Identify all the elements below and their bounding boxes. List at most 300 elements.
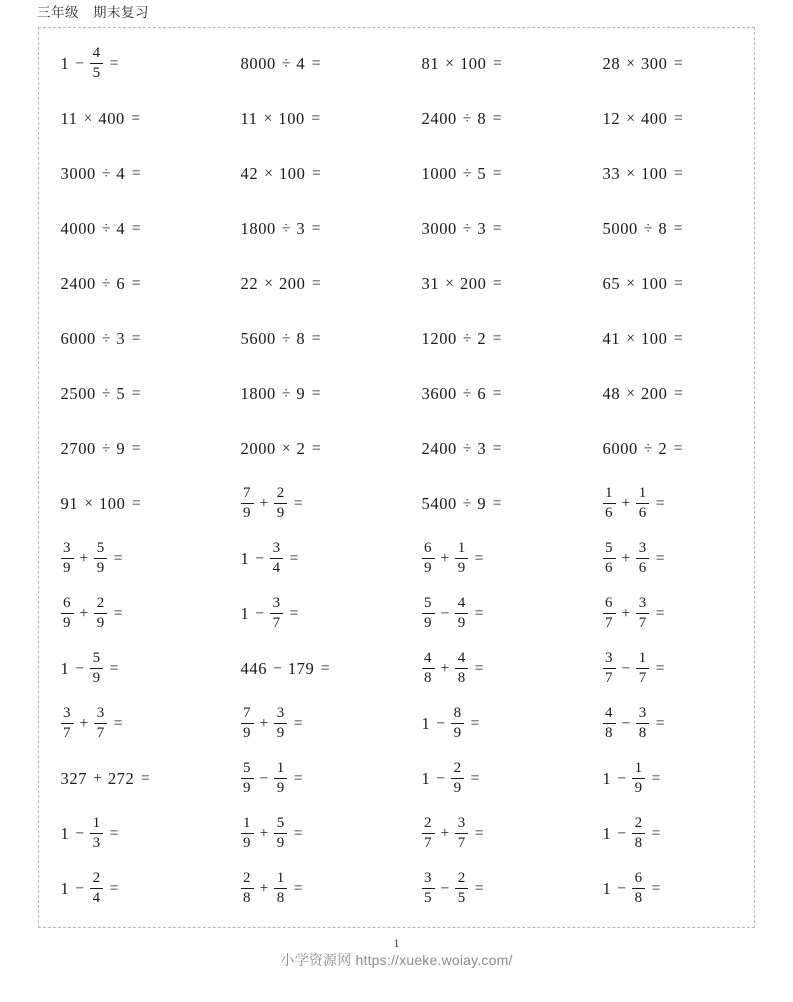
fraction-bar	[90, 888, 103, 889]
fraction-numerator: 5	[605, 539, 613, 556]
fraction	[455, 596, 468, 632]
fraction-bar	[603, 668, 616, 669]
site-watermark: 小学资源网 https://xueke.woiay.com/	[280, 952, 513, 968]
operator: +	[621, 550, 631, 568]
fraction-denominator: 8	[424, 669, 432, 686]
operator: ÷	[281, 55, 291, 73]
equals-sign: =	[113, 550, 123, 568]
fraction-bar	[603, 503, 616, 504]
operand: 48	[602, 383, 621, 403]
operator: ×	[263, 110, 273, 128]
fraction-bar	[270, 558, 283, 559]
fraction-denominator: 6	[605, 504, 613, 521]
operator: ÷	[101, 440, 111, 458]
fraction	[455, 871, 468, 907]
operator: +	[440, 550, 450, 568]
equals-sign: =	[492, 385, 502, 403]
operand: 5600	[240, 328, 276, 348]
fraction-bar	[451, 723, 464, 724]
equals-sign: =	[674, 275, 683, 293]
fraction-denominator: 9	[243, 779, 251, 796]
equals-sign: =	[293, 825, 303, 843]
fraction-numerator: 1	[276, 869, 285, 886]
equals-sign: =	[673, 440, 683, 458]
problem-item	[420, 482, 502, 526]
operand: 33	[602, 163, 621, 183]
problem-item	[420, 647, 484, 691]
operand: 28	[602, 53, 621, 73]
equals-sign: =	[311, 330, 321, 348]
operand: 5000	[602, 218, 638, 238]
operand: 2400	[421, 438, 457, 458]
operand: 5	[116, 383, 126, 403]
operand: 1	[421, 713, 431, 733]
operator: −	[621, 715, 631, 733]
fraction-bar	[90, 63, 103, 64]
fraction	[241, 871, 254, 907]
problem-item	[420, 262, 502, 306]
fraction-numerator: 5	[276, 814, 285, 831]
operand: 8	[658, 218, 668, 238]
fraction-denominator: 9	[63, 559, 71, 576]
operand: 446	[240, 658, 268, 678]
operator: ÷	[101, 330, 111, 348]
fraction-numerator: 7	[243, 484, 251, 501]
fraction-denominator: 7	[96, 724, 105, 741]
fraction	[636, 596, 649, 632]
operand: 200	[278, 273, 306, 293]
problem-item	[59, 262, 141, 306]
equals-sign: =	[474, 825, 484, 843]
fraction	[636, 706, 649, 742]
fraction-numerator: 2	[457, 869, 466, 886]
fraction-denominator: 6	[638, 504, 647, 521]
fraction	[603, 706, 616, 742]
fraction-bar	[241, 888, 254, 889]
problem-item	[239, 592, 298, 636]
operand: 1	[602, 878, 612, 898]
operand: 9	[477, 493, 487, 513]
fraction-numerator: 1	[638, 649, 647, 666]
operand: 4	[296, 53, 306, 73]
fraction	[632, 761, 645, 797]
fraction-numerator: 1	[276, 759, 285, 776]
fraction-bar	[241, 723, 254, 724]
operator: −	[75, 825, 85, 843]
equals-sign: =	[131, 110, 141, 128]
equals-sign: =	[470, 770, 480, 788]
fraction-denominator: 5	[424, 889, 432, 906]
operand: 6000	[602, 438, 638, 458]
equals-sign: =	[655, 715, 665, 733]
operand: 2700	[60, 438, 96, 458]
fraction-denominator: 9	[243, 724, 251, 741]
fraction-denominator: 7	[638, 669, 647, 686]
fraction	[455, 541, 468, 577]
operand: 272	[107, 768, 135, 788]
problem-item	[601, 97, 683, 141]
operand: 65	[602, 273, 621, 293]
fraction-bar	[422, 833, 435, 834]
equals-sign: =	[293, 880, 303, 898]
equals-sign: =	[131, 385, 141, 403]
fraction-numerator: 7	[243, 704, 251, 721]
fraction-numerator: 4	[605, 704, 613, 721]
fraction	[90, 651, 103, 687]
fraction-bar	[61, 723, 74, 724]
fraction-bar	[90, 668, 103, 669]
problem-item	[239, 207, 321, 251]
fraction-denominator: 8	[457, 669, 466, 686]
fraction-numerator: 3	[63, 704, 71, 721]
fraction-bar	[274, 833, 287, 834]
operator: ÷	[281, 385, 291, 403]
equals-sign: =	[312, 275, 321, 293]
fraction-numerator: 3	[63, 539, 71, 556]
operator: ÷	[462, 440, 472, 458]
operand: 3600	[421, 383, 457, 403]
problem-item	[420, 702, 479, 746]
fraction-numerator: 2	[424, 814, 432, 831]
operator: −	[255, 550, 265, 568]
problem-item	[239, 42, 321, 86]
fraction-numerator: 3	[276, 704, 285, 721]
fraction	[455, 816, 468, 852]
fraction-bar	[422, 558, 435, 559]
fraction	[94, 596, 107, 632]
operand: 1	[60, 658, 70, 678]
operator: −	[75, 660, 85, 678]
operator: ÷	[281, 330, 291, 348]
fraction-numerator: 3	[457, 814, 466, 831]
problem-item	[601, 647, 665, 691]
equals-sign: =	[492, 165, 502, 183]
fraction-numerator: 5	[92, 649, 101, 666]
fraction	[61, 596, 74, 632]
fraction	[274, 486, 287, 522]
operand: 4	[116, 163, 126, 183]
operand: 6	[477, 383, 487, 403]
operator: ÷	[101, 165, 111, 183]
problem-item	[601, 812, 660, 856]
problem-item	[601, 152, 683, 196]
operand: 3	[477, 438, 487, 458]
fraction-numerator: 1	[92, 814, 101, 831]
fraction	[422, 596, 435, 632]
problem-item	[420, 42, 502, 86]
fraction-bar	[241, 778, 254, 779]
operand: 11	[60, 108, 78, 128]
fraction-numerator: 1	[638, 484, 647, 501]
fraction-numerator: 6	[63, 594, 71, 611]
fraction	[274, 871, 287, 907]
equals-sign: =	[293, 770, 303, 788]
problem-item	[420, 757, 479, 801]
fraction-denominator: 7	[638, 614, 647, 631]
equals-sign: =	[109, 880, 119, 898]
equals-sign: =	[311, 110, 321, 128]
fraction-denominator: 3	[92, 834, 101, 851]
equals-sign: =	[140, 770, 150, 788]
problem-item	[239, 482, 303, 526]
operand: 9	[296, 383, 306, 403]
problem-item	[601, 207, 683, 251]
fraction-bar	[94, 723, 107, 724]
fraction-bar	[603, 723, 616, 724]
operator: ÷	[101, 275, 111, 293]
fraction-numerator: 2	[634, 814, 643, 831]
problem-item	[420, 317, 502, 361]
page-title: 三年级 期末复习	[37, 5, 149, 20]
problem-item	[601, 372, 683, 416]
operand: 100	[98, 493, 126, 513]
fraction-numerator: 2	[96, 594, 105, 611]
fraction-numerator: 3	[272, 594, 281, 611]
operator: −	[255, 605, 265, 623]
problem-item	[239, 317, 321, 361]
fraction	[241, 761, 254, 797]
equals-sign: =	[470, 715, 480, 733]
fraction-denominator: 7	[605, 669, 613, 686]
operator: −	[75, 55, 85, 73]
equals-sign: =	[474, 880, 484, 898]
problem-item	[420, 812, 484, 856]
problem-item	[59, 207, 141, 251]
operator: −	[259, 770, 269, 788]
equals-sign: =	[493, 55, 502, 73]
fraction	[90, 871, 103, 907]
fraction	[422, 651, 435, 687]
fraction	[274, 706, 287, 742]
fraction-denominator: 9	[453, 779, 462, 796]
operator: ×	[626, 385, 635, 403]
problem-item	[59, 647, 118, 691]
equals-sign: =	[674, 55, 683, 73]
operator: ×	[264, 275, 273, 293]
operand: 1	[60, 823, 70, 843]
problem-item	[420, 207, 502, 251]
operand: 3	[116, 328, 126, 348]
fraction-numerator: 4	[457, 594, 466, 611]
operator: ÷	[101, 220, 111, 238]
fraction-denominator: 7	[272, 614, 281, 631]
equals-sign: =	[289, 605, 299, 623]
fraction	[632, 871, 645, 907]
fraction	[632, 816, 645, 852]
operator: ÷	[643, 220, 653, 238]
problem-item	[239, 757, 303, 801]
fraction	[90, 816, 103, 852]
fraction-bar	[636, 503, 649, 504]
operator: +	[440, 825, 450, 843]
operator: ÷	[281, 220, 291, 238]
fraction-numerator: 3	[605, 649, 613, 666]
fraction	[241, 486, 254, 522]
fraction-denominator: 4	[92, 889, 101, 906]
problem-item	[59, 812, 118, 856]
operator: ÷	[643, 440, 653, 458]
fraction-numerator: 6	[605, 594, 613, 611]
operator: ×	[626, 110, 635, 128]
fraction	[61, 706, 74, 742]
problem-frame	[38, 27, 755, 928]
operator: +	[440, 660, 450, 678]
fraction-bar	[270, 613, 283, 614]
fraction-bar	[455, 668, 468, 669]
fraction-bar	[274, 778, 287, 779]
problem-item	[59, 757, 150, 801]
operand: 1800	[240, 383, 276, 403]
operator: +	[79, 550, 89, 568]
fraction-numerator: 8	[453, 704, 462, 721]
problem-item	[601, 262, 683, 306]
fraction	[636, 651, 649, 687]
fraction-bar	[61, 558, 74, 559]
fraction-denominator: 9	[276, 724, 285, 741]
equals-sign: =	[651, 825, 661, 843]
fraction-denominator: 9	[457, 614, 466, 631]
equals-sign: =	[320, 660, 330, 678]
fraction-denominator: 9	[424, 559, 432, 576]
problem-item	[59, 482, 141, 526]
fraction	[241, 816, 254, 852]
fraction	[603, 596, 616, 632]
operator: +	[93, 770, 102, 788]
operand: 5400	[421, 493, 457, 513]
problem-item	[420, 427, 502, 471]
fraction-numerator: 2	[243, 869, 251, 886]
equals-sign: =	[293, 715, 303, 733]
fraction-numerator: 3	[638, 594, 647, 611]
operand: 8	[477, 108, 487, 128]
equals-sign: =	[674, 330, 683, 348]
fraction	[270, 541, 283, 577]
operand: 1	[60, 53, 70, 73]
problem-item	[239, 97, 320, 141]
problem-item	[59, 427, 141, 471]
problem-item	[239, 537, 298, 581]
operator: ÷	[462, 220, 472, 238]
operator: −	[273, 660, 282, 678]
fraction-bar	[603, 613, 616, 614]
operand: 12	[602, 108, 621, 128]
fraction-numerator: 5	[424, 594, 432, 611]
problem-item	[59, 867, 118, 911]
equals-sign: =	[493, 275, 502, 293]
problem-item	[59, 152, 141, 196]
operator: −	[436, 715, 446, 733]
operator: −	[617, 880, 627, 898]
equals-sign: =	[492, 440, 502, 458]
fraction-numerator: 4	[457, 649, 466, 666]
fraction-numerator: 2	[92, 869, 101, 886]
problem-item	[601, 427, 683, 471]
fraction-numerator: 4	[424, 649, 432, 666]
fraction-bar	[274, 503, 287, 504]
fraction-bar	[90, 833, 103, 834]
fraction-denominator: 9	[276, 504, 285, 521]
fraction-bar	[422, 613, 435, 614]
operator: +	[259, 495, 269, 513]
fraction-denominator: 9	[424, 614, 432, 631]
operand: 8000	[240, 53, 276, 73]
fraction-denominator: 8	[243, 889, 251, 906]
operand: 1800	[240, 218, 276, 238]
fraction-bar	[455, 558, 468, 559]
fraction-numerator: 2	[276, 484, 285, 501]
operand: 81	[421, 53, 440, 73]
fraction-numerator: 3	[638, 704, 647, 721]
fraction-denominator: 9	[276, 834, 285, 851]
fraction-bar	[451, 778, 464, 779]
fraction-numerator: 6	[424, 539, 432, 556]
operator: +	[79, 715, 89, 733]
operand: 4000	[60, 218, 96, 238]
operator: ×	[626, 55, 635, 73]
fraction-denominator: 9	[453, 724, 462, 741]
operand: 2	[296, 438, 306, 458]
fraction-denominator: 9	[96, 559, 105, 576]
operator: −	[440, 880, 450, 898]
fraction-numerator: 5	[96, 539, 105, 556]
equals-sign: =	[293, 495, 303, 513]
fraction-bar	[274, 723, 287, 724]
fraction-denominator: 6	[638, 559, 647, 576]
problem-item	[239, 702, 303, 746]
operator: +	[79, 605, 89, 623]
equals-sign: =	[651, 880, 661, 898]
operand: 2	[477, 328, 487, 348]
problem-item	[59, 97, 140, 141]
equals-sign: =	[311, 220, 321, 238]
fraction	[603, 541, 616, 577]
equals-sign: =	[311, 385, 321, 403]
operand: 100	[459, 53, 487, 73]
fraction	[90, 46, 103, 82]
operand: 200	[459, 273, 487, 293]
equals-sign: =	[289, 550, 299, 568]
problem-item	[420, 592, 484, 636]
operand: 3	[477, 218, 487, 238]
equals-sign: =	[312, 165, 321, 183]
operand: 3	[296, 218, 306, 238]
operator: +	[259, 715, 269, 733]
operator: ×	[84, 495, 93, 513]
operand: 2	[658, 438, 668, 458]
fraction-denominator: 9	[96, 614, 105, 631]
operand: 3000	[421, 218, 457, 238]
equals-sign: =	[312, 440, 321, 458]
operator: +	[621, 495, 631, 513]
problem-item	[59, 537, 123, 581]
fraction-denominator: 7	[457, 834, 466, 851]
fraction-numerator: 2	[453, 759, 462, 776]
fraction	[422, 816, 435, 852]
operator: ×	[626, 275, 635, 293]
fraction-bar	[422, 888, 435, 889]
operator: −	[436, 770, 446, 788]
fraction-numerator: 1	[634, 759, 643, 776]
problem-item	[601, 757, 660, 801]
fraction-denominator: 8	[638, 724, 647, 741]
fraction-denominator: 6	[605, 559, 613, 576]
operand: 1	[602, 823, 612, 843]
fraction-denominator: 9	[243, 834, 251, 851]
fraction-numerator: 3	[638, 539, 647, 556]
operand: 1	[602, 768, 612, 788]
problem-item	[239, 427, 321, 471]
operator: ÷	[462, 330, 472, 348]
